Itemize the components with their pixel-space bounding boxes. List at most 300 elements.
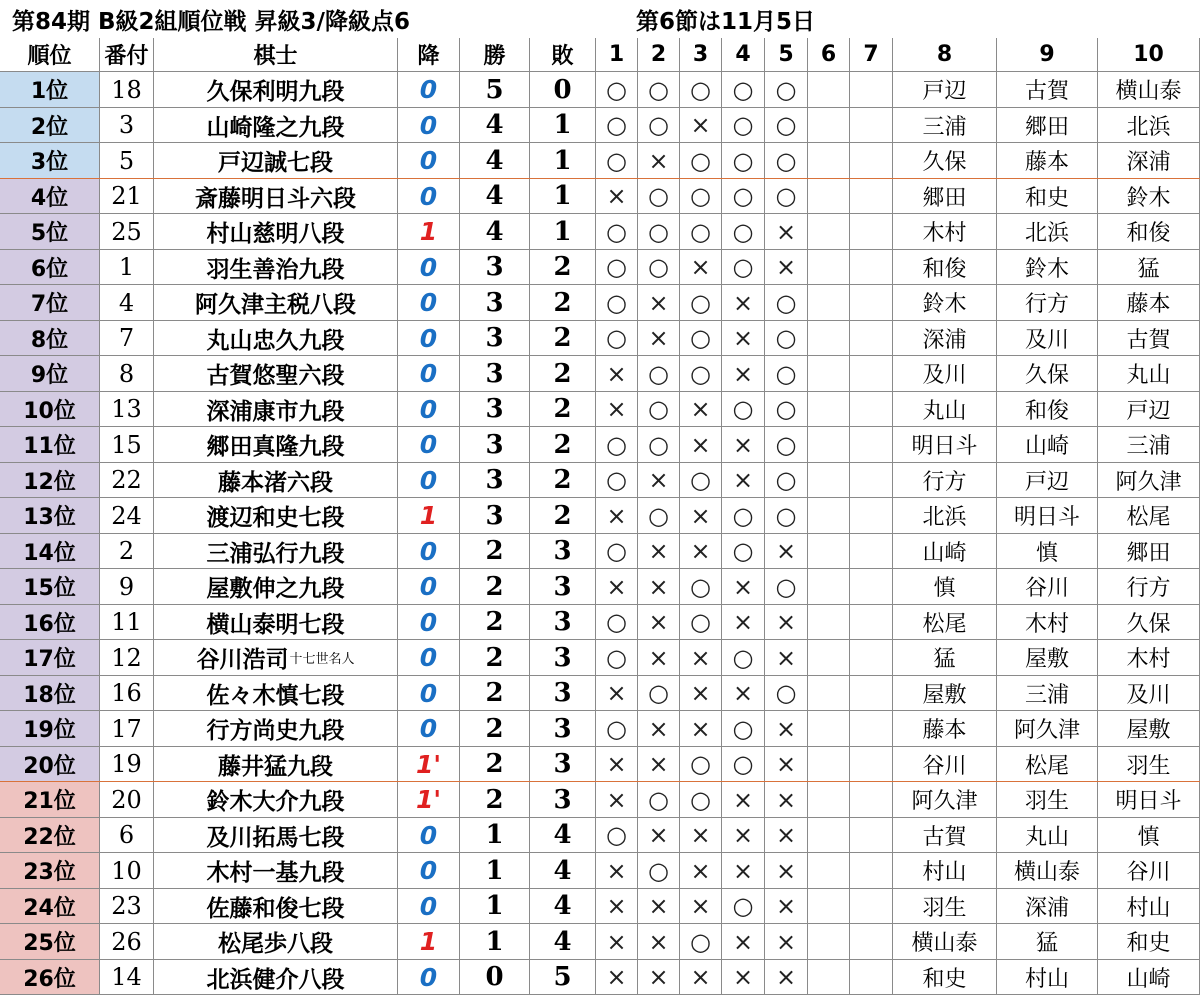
round-2-result: ×	[638, 818, 680, 853]
player-name: 古賀悠聖六段	[206, 362, 345, 389]
round-8-opponent: 屋敷	[893, 676, 997, 711]
round-9-opponent: 屋敷	[997, 640, 1098, 676]
round-6-result	[808, 392, 850, 427]
round-4-result: ○	[722, 143, 765, 179]
player-name-cell	[154, 392, 398, 427]
round-6-result	[808, 179, 850, 214]
round-2-result: ×	[638, 889, 680, 924]
round-1-result: ○	[596, 818, 638, 853]
round-10-opponent: 横山泰	[1098, 72, 1200, 108]
losses-cell: 1	[530, 108, 596, 143]
losses-cell: 3	[530, 605, 596, 640]
round-7-result	[850, 250, 893, 285]
round-10-opponent: 古賀	[1098, 321, 1200, 356]
round-10-opponent: 及川	[1098, 676, 1200, 711]
wins-cell: 4	[460, 214, 530, 250]
round-6-result	[808, 250, 850, 285]
losses-cell: 1	[530, 214, 596, 250]
round-4-result: ○	[722, 889, 765, 924]
round-6-result	[808, 960, 850, 995]
round-1-result: ○	[596, 250, 638, 285]
round-8-opponent: 及川	[893, 356, 997, 392]
round-8-opponent: 深浦	[893, 321, 997, 356]
round-3-result: ×	[680, 498, 722, 534]
round-8-opponent: 和史	[893, 960, 997, 995]
round-2-result: ○	[638, 250, 680, 285]
round-2-result: ×	[638, 960, 680, 995]
round-10-opponent: 北浜	[1098, 108, 1200, 143]
seed-number-cell: 24	[100, 498, 154, 534]
round-5-result: ○	[765, 143, 808, 179]
round-10-opponent: 松尾	[1098, 498, 1200, 534]
rank-cell: 21位	[0, 782, 100, 818]
round-5-result: ×	[765, 818, 808, 853]
round-8-opponent: 藤本	[893, 711, 997, 747]
round-5-result: ○	[765, 498, 808, 534]
round-9-opponent: 横山泰	[997, 853, 1098, 889]
round-6-result	[808, 534, 850, 569]
player-name-cell	[154, 108, 398, 143]
round-7-result	[850, 392, 893, 427]
round-4-result: ○	[722, 179, 765, 214]
round-9-opponent: 村山	[997, 960, 1098, 995]
header-round-1: 1	[596, 38, 638, 72]
player-name-cell	[154, 747, 398, 782]
player-name-cell	[154, 569, 398, 605]
round-7-result	[850, 889, 893, 924]
rank-cell: 23位	[0, 853, 100, 889]
wins-cell: 1	[460, 889, 530, 924]
round-7-result	[850, 782, 893, 818]
round-3-result: ×	[680, 250, 722, 285]
round-4-result: ×	[722, 569, 765, 605]
round-1-result: ○	[596, 640, 638, 676]
round-7-result	[850, 569, 893, 605]
round-2-result: ×	[638, 711, 680, 747]
round-1-result: ○	[596, 427, 638, 463]
seed-number-cell: 15	[100, 427, 154, 463]
losses-cell: 3	[530, 676, 596, 711]
seed-number-cell: 5	[100, 143, 154, 179]
wins-cell: 4	[460, 179, 530, 214]
round-7-result	[850, 818, 893, 853]
losses-cell: 4	[530, 889, 596, 924]
round-4-result: ×	[722, 818, 765, 853]
round-1-result: ×	[596, 498, 638, 534]
player-name: 松尾歩八段	[218, 930, 333, 957]
round-6-result	[808, 747, 850, 782]
round-10-opponent: 久保	[1098, 605, 1200, 640]
round-6-result	[808, 108, 850, 143]
round-9-opponent: 丸山	[997, 818, 1098, 853]
rank-cell: 2位	[0, 108, 100, 143]
round-4-result: ×	[722, 924, 765, 960]
round-8-opponent: 村山	[893, 853, 997, 889]
round-8-opponent: 行方	[893, 463, 997, 498]
player-name: 屋敷伸之九段	[206, 575, 345, 602]
round-7-result	[850, 498, 893, 534]
header-round-5: 5	[765, 38, 808, 72]
round-9-opponent: 久保	[997, 356, 1098, 392]
round-5-result: ○	[765, 179, 808, 214]
round-3-result: ○	[680, 72, 722, 108]
round-9-opponent: 和史	[997, 179, 1098, 214]
round-2-result: ○	[638, 392, 680, 427]
wins-cell: 3	[460, 427, 530, 463]
player-name: 木村一基九段	[206, 859, 345, 886]
demotion-point-cell: 0	[398, 463, 460, 498]
round-1-result: ×	[596, 889, 638, 924]
losses-cell: 1	[530, 143, 596, 179]
round-8-opponent: 鈴木	[893, 285, 997, 321]
player-name: 山崎隆之九段	[206, 113, 345, 141]
round-5-result: ×	[765, 747, 808, 782]
round-3-result: ○	[680, 747, 722, 782]
seed-number-cell: 22	[100, 463, 154, 498]
round-3-result: ×	[680, 640, 722, 676]
rank-cell: 26位	[0, 960, 100, 995]
seed-number-cell: 2	[100, 534, 154, 569]
losses-cell: 2	[530, 427, 596, 463]
demotion-point-cell: 0	[398, 960, 460, 995]
round-4-result: ×	[722, 321, 765, 356]
wins-cell: 2	[460, 640, 530, 676]
round-7-result	[850, 179, 893, 214]
round-3-result: ×	[680, 853, 722, 889]
round-4-result: ○	[722, 250, 765, 285]
round-4-result: ○	[722, 640, 765, 676]
round-1-result: ×	[596, 392, 638, 427]
losses-cell: 3	[530, 534, 596, 569]
round-1-result: ○	[596, 321, 638, 356]
player-name-cell	[154, 72, 398, 108]
seed-number-cell: 17	[100, 711, 154, 747]
round-10-opponent: 木村	[1098, 640, 1200, 676]
round-8-opponent: 古賀	[893, 818, 997, 853]
wins-cell: 3	[460, 463, 530, 498]
header-demotion: 降	[398, 38, 460, 72]
losses-cell: 3	[530, 747, 596, 782]
rank-cell: 25位	[0, 924, 100, 960]
round-7-result	[850, 960, 893, 995]
seed-number-cell: 4	[100, 285, 154, 321]
round-2-result: ×	[638, 143, 680, 179]
seed-number-cell: 3	[100, 108, 154, 143]
round-6-result	[808, 214, 850, 250]
round-8-opponent: 横山泰	[893, 924, 997, 960]
losses-cell: 2	[530, 356, 596, 392]
round-4-result: ×	[722, 853, 765, 889]
round-4-result: ×	[722, 463, 765, 498]
round-3-result: ×	[680, 960, 722, 995]
round-2-result: ×	[638, 463, 680, 498]
round-8-opponent: 明日斗	[893, 427, 997, 463]
header-round-10: 10	[1098, 38, 1200, 72]
wins-cell: 2	[460, 711, 530, 747]
player-name: 阿久津主税八段	[195, 291, 356, 318]
round-4-result: ○	[722, 214, 765, 250]
player-name: 横山泰明七段	[206, 610, 345, 638]
round-2-result: ×	[638, 285, 680, 321]
round-10-opponent: 羽生	[1098, 747, 1200, 782]
round-4-result: ×	[722, 427, 765, 463]
losses-cell: 4	[530, 924, 596, 960]
round-2-result: ×	[638, 640, 680, 676]
round-2-result: ×	[638, 569, 680, 605]
round-8-opponent: 三浦	[893, 108, 997, 143]
player-name: 谷川浩司	[196, 646, 289, 673]
player-name: 北浜健介八段	[206, 965, 345, 993]
round-6-result	[808, 676, 850, 711]
round-5-result: ×	[765, 250, 808, 285]
round-6-result	[808, 889, 850, 924]
header-round-9: 9	[997, 38, 1098, 72]
wins-cell: 3	[460, 392, 530, 427]
round-7-result	[850, 640, 893, 676]
seed-number-cell: 19	[100, 747, 154, 782]
header-losses: 敗	[530, 38, 596, 72]
losses-cell: 3	[530, 640, 596, 676]
rank-cell: 11位	[0, 427, 100, 463]
seed-number-cell: 16	[100, 676, 154, 711]
losses-cell: 2	[530, 463, 596, 498]
player-name-cell	[154, 605, 398, 640]
round-3-result: ○	[680, 569, 722, 605]
round-6-result	[808, 640, 850, 676]
round-2-result: ×	[638, 321, 680, 356]
round-7-result	[850, 534, 893, 569]
player-name-cell	[154, 924, 398, 960]
round-3-result: ○	[680, 179, 722, 214]
player-name: 佐藤和俊七段	[206, 894, 345, 922]
round-3-result: ○	[680, 356, 722, 392]
round-3-result: ○	[680, 321, 722, 356]
wins-cell: 0	[460, 960, 530, 995]
header-round-8: 8	[893, 38, 997, 72]
rank-cell: 3位	[0, 143, 100, 179]
round-4-result: ○	[722, 392, 765, 427]
player-name-cell	[154, 463, 398, 498]
round-5-result: ×	[765, 605, 808, 640]
round-7-result	[850, 853, 893, 889]
round-3-result: ○	[680, 143, 722, 179]
round-2-result: ○	[638, 214, 680, 250]
round-7-result	[850, 143, 893, 179]
round-2-result: ×	[638, 605, 680, 640]
round-1-result: ○	[596, 285, 638, 321]
round-1-result: ○	[596, 214, 638, 250]
round-5-result: ×	[765, 640, 808, 676]
round-5-result: ×	[765, 534, 808, 569]
round-7-result	[850, 214, 893, 250]
round-9-opponent: 北浜	[997, 214, 1098, 250]
round-9-opponent: 行方	[997, 285, 1098, 321]
round-5-result: ×	[765, 889, 808, 924]
round-10-opponent: 郷田	[1098, 534, 1200, 569]
round-10-opponent: 和史	[1098, 924, 1200, 960]
round-10-opponent: 藤本	[1098, 285, 1200, 321]
demotion-point-cell: 0	[398, 356, 460, 392]
player-name: 郷田真隆九段	[206, 433, 345, 460]
player-name-cell	[154, 356, 398, 392]
round-1-result: ×	[596, 924, 638, 960]
round-9-opponent: 三浦	[997, 676, 1098, 711]
losses-cell: 2	[530, 250, 596, 285]
round-4-result: ○	[722, 747, 765, 782]
round-3-result: ×	[680, 108, 722, 143]
round-1-result: ○	[596, 711, 638, 747]
round-10-opponent: 丸山	[1098, 356, 1200, 392]
demotion-point-cell: 0	[398, 285, 460, 321]
wins-cell: 3	[460, 498, 530, 534]
round-5-result: ○	[765, 72, 808, 108]
demotion-point-cell: 0	[398, 250, 460, 285]
round-6-result	[808, 605, 850, 640]
round-2-result: ○	[638, 179, 680, 214]
round-9-opponent: 山崎	[997, 427, 1098, 463]
wins-cell: 4	[460, 143, 530, 179]
demotion-point-cell: 0	[398, 569, 460, 605]
round-2-result: ×	[638, 747, 680, 782]
round-9-opponent: 猛	[997, 924, 1098, 960]
rank-cell: 20位	[0, 747, 100, 782]
round-6-result	[808, 924, 850, 960]
player-name: 戸辺誠七段	[218, 149, 333, 176]
round-8-opponent: 猛	[893, 640, 997, 676]
demotion-point-cell: 0	[398, 711, 460, 747]
round-4-result: ○	[722, 498, 765, 534]
player-name: 久保利明九段	[206, 78, 345, 105]
player-name-cell	[154, 711, 398, 747]
round-9-opponent: 松尾	[997, 747, 1098, 782]
round-2-result: ○	[638, 853, 680, 889]
round-5-result: ×	[765, 782, 808, 818]
demotion-point-cell: 0	[398, 605, 460, 640]
seed-number-cell: 23	[100, 889, 154, 924]
player-name: 藤井猛九段	[218, 752, 333, 780]
round-2-result: ○	[638, 108, 680, 143]
round-3-result: ×	[680, 889, 722, 924]
losses-cell: 0	[530, 72, 596, 108]
rank-cell: 4位	[0, 179, 100, 214]
round-5-result: ○	[765, 356, 808, 392]
player-name: 村山慈明八段	[206, 220, 345, 247]
round-8-opponent: 阿久津	[893, 782, 997, 818]
rank-cell: 18位	[0, 676, 100, 711]
player-name: 佐々木慎七段	[206, 681, 345, 709]
player-name-cell	[154, 676, 398, 711]
round-5-result: ×	[765, 711, 808, 747]
demotion-point-cell: 1	[398, 214, 460, 250]
round-9-opponent: 及川	[997, 321, 1098, 356]
round-9-opponent: 深浦	[997, 889, 1098, 924]
round-5-result: ○	[765, 108, 808, 143]
round-1-result: ○	[596, 605, 638, 640]
round-6-result	[808, 782, 850, 818]
round-9-opponent: 木村	[997, 605, 1098, 640]
demotion-point-cell: 0	[398, 72, 460, 108]
header-player: 棋士	[154, 38, 398, 72]
round-5-result: ○	[765, 392, 808, 427]
round-7-result	[850, 711, 893, 747]
seed-number-cell: 10	[100, 853, 154, 889]
round-7-result	[850, 676, 893, 711]
seed-number-cell: 11	[100, 605, 154, 640]
rank-cell: 5位	[0, 214, 100, 250]
losses-cell: 2	[530, 321, 596, 356]
rank-cell: 14位	[0, 534, 100, 569]
header-number: 番付	[100, 38, 154, 72]
round-2-result: ×	[638, 924, 680, 960]
round-10-opponent: 深浦	[1098, 143, 1200, 179]
losses-cell: 1	[530, 179, 596, 214]
demotion-point-cell: 0	[398, 676, 460, 711]
round-1-result: ×	[596, 782, 638, 818]
round-8-opponent: 松尾	[893, 605, 997, 640]
round-2-result: ○	[638, 676, 680, 711]
round-5-result: ×	[765, 924, 808, 960]
round-1-result: ○	[596, 108, 638, 143]
player-name-cell	[154, 250, 398, 285]
round-4-result: ×	[722, 782, 765, 818]
rank-cell: 1位	[0, 72, 100, 108]
losses-cell: 5	[530, 960, 596, 995]
losses-cell: 4	[530, 818, 596, 853]
player-name-cell	[154, 889, 398, 924]
round-3-result: ×	[680, 676, 722, 711]
round-3-result: ×	[680, 427, 722, 463]
round-5-result: ○	[765, 569, 808, 605]
wins-cell: 2	[460, 605, 530, 640]
round-10-opponent: 明日斗	[1098, 782, 1200, 818]
round-5-result: ○	[765, 427, 808, 463]
rank-cell: 8位	[0, 321, 100, 356]
round-7-result	[850, 72, 893, 108]
round-10-opponent: 屋敷	[1098, 711, 1200, 747]
round-8-opponent: 山崎	[893, 534, 997, 569]
round-4-result: ○	[722, 534, 765, 569]
round-4-result: ○	[722, 108, 765, 143]
demotion-point-cell: 0	[398, 534, 460, 569]
round-1-result: ×	[596, 676, 638, 711]
round-4-result: ○	[722, 711, 765, 747]
seed-number-cell: 1	[100, 250, 154, 285]
round-6-result	[808, 463, 850, 498]
round-5-result: ×	[765, 853, 808, 889]
rank-cell: 22位	[0, 818, 100, 853]
losses-cell: 2	[530, 285, 596, 321]
player-name-cell	[154, 782, 398, 818]
header-wins: 勝	[460, 38, 530, 72]
wins-cell: 1	[460, 818, 530, 853]
rank-cell: 9位	[0, 356, 100, 392]
player-name: 丸山忠久九段	[206, 326, 345, 354]
header-round-7: 7	[850, 38, 893, 72]
round-3-result: ×	[680, 392, 722, 427]
rank-cell: 13位	[0, 498, 100, 534]
zone-divider-line	[0, 781, 1200, 782]
round-9-opponent: 藤本	[997, 143, 1098, 179]
round-4-result: ×	[722, 676, 765, 711]
demotion-point-cell: 1'	[398, 782, 460, 818]
round-8-opponent: 丸山	[893, 392, 997, 427]
round-8-opponent: 和俊	[893, 250, 997, 285]
round-10-opponent: 山崎	[1098, 960, 1200, 995]
wins-cell: 3	[460, 250, 530, 285]
round-1-result: ×	[596, 569, 638, 605]
round-9-opponent: 和俊	[997, 392, 1098, 427]
round-9-opponent: 古賀	[997, 72, 1098, 108]
